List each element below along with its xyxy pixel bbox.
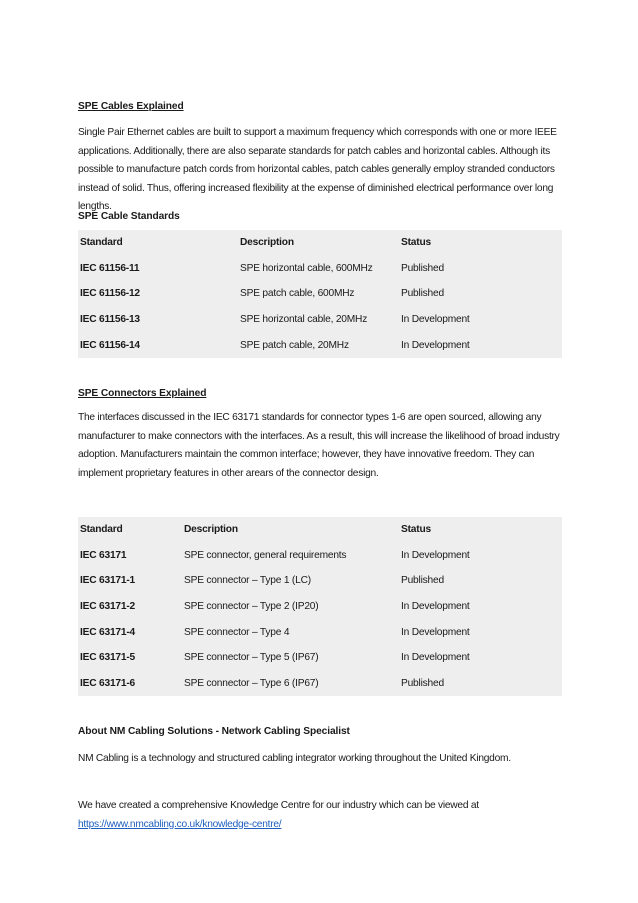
table-row <box>78 671 562 697</box>
cables-heading: SPE Cables Explained <box>78 101 184 112</box>
table-row <box>78 543 562 569</box>
row-status: In Development <box>401 314 470 326</box>
row-description: SPE connector, general requirements <box>184 549 347 561</box>
row-description: SPE patch cable, 20MHz <box>240 339 349 351</box>
cable-standards-table <box>78 230 562 358</box>
row-standard: IEC 63171-1 <box>80 575 136 587</box>
row-standard: IEC 63171-2 <box>80 601 136 613</box>
table-row <box>78 645 562 671</box>
header-standard: Standard <box>80 524 123 536</box>
row-standard: IEC 61156-11 <box>80 262 140 274</box>
row-status: In Development <box>401 626 470 638</box>
row-description: SPE connector – Type 6 (IP67) <box>184 677 319 689</box>
row-status: Published <box>401 288 444 300</box>
cables-paragraph <box>78 124 562 217</box>
knowledge-centre-link[interactable]: https://www.nmcabling.co.uk/knowledge-centre/ <box>78 818 282 830</box>
cable-standards-heading: SPE Cable Standards <box>78 211 180 222</box>
row-standard: IEC 63171-5 <box>80 652 136 664</box>
row-description: SPE connector – Type 4 <box>184 626 290 638</box>
table-row <box>78 619 562 645</box>
table-row <box>78 307 562 333</box>
row-status: Published <box>401 262 444 274</box>
row-description: SPE connector – Type 5 (IP67) <box>184 652 319 664</box>
connector-standards-table <box>78 517 562 696</box>
row-standard: IEC 61156-14 <box>80 339 140 351</box>
table-row <box>78 332 562 358</box>
table-row <box>78 568 562 594</box>
about-heading: About NM Cabling Solutions - Network Cabling Specialist <box>78 726 350 737</box>
header-standard: Standard <box>80 237 123 249</box>
about-paragraph-2-lead: We have created a comprehensive Knowledge Centre for our industry which can be viewed at <box>78 800 479 811</box>
row-description: SPE patch cable, 600MHz <box>240 288 355 300</box>
row-standard: IEC 63171 <box>80 549 127 561</box>
row-description: SPE horizontal cable, 20MHz <box>240 314 368 326</box>
row-status: In Development <box>401 652 470 664</box>
connectors-paragraph <box>78 409 562 483</box>
row-standard: IEC 61156-13 <box>80 314 140 326</box>
row-status: In Development <box>401 339 470 351</box>
table-row <box>78 594 562 620</box>
cables-paragraph-text: Single Pair Ethernet cables are built to support a maximum frequency which corresponds with one or more IEEE applications. Additionally, there are also separate standards for patch cables and horizontal cables. Although its possible to manufacture patch cords from horizontal cables, patch cables generally employ stranded conductors instead of solid. Thus, offering increased flexibility at the expense of diminished electrical performance over long lengths. <box>78 127 557 213</box>
row-standard: IEC 61156-12 <box>80 288 140 300</box>
row-standard: IEC 63171-4 <box>80 626 136 638</box>
table-header-row <box>78 230 562 256</box>
header-status: Status <box>401 237 431 249</box>
row-standard: IEC 63171-6 <box>80 677 136 689</box>
about-paragraph-1 <box>78 750 562 769</box>
about-paragraph-1-text: NM Cabling is a technology and structured cabling integrator working throughout the United Kingdom. <box>78 753 511 764</box>
table-row <box>78 281 562 307</box>
row-description: SPE connector – Type 1 (LC) <box>184 575 311 587</box>
header-status: Status <box>401 524 431 536</box>
connectors-paragraph-text: The interfaces discussed in the IEC 63171 standards for connector types 1-6 are open sourced, allowing any manufacturer to make connectors with the interfaces. As a result, this will increase the likelihood of broad industry adoption. Manufacturers maintain the common interface; however, they have innovative freedom. They can implement proprietary features in other arears of the connector design. <box>78 412 560 479</box>
connectors-heading: SPE Connectors Explained <box>78 388 207 399</box>
about-paragraph-2-text <box>78 797 562 834</box>
row-status: Published <box>401 575 444 587</box>
table-header-row <box>78 517 562 543</box>
row-description: SPE connector – Type 2 (IP20) <box>184 601 319 613</box>
row-description: SPE horizontal cable, 600MHz <box>240 262 373 274</box>
row-status: In Development <box>401 549 470 561</box>
header-description: Description <box>240 237 294 249</box>
row-status: In Development <box>401 601 470 613</box>
header-description: Description <box>184 524 238 536</box>
table-row <box>78 256 562 282</box>
row-status: Published <box>401 677 444 689</box>
about-paragraph-2 <box>78 797 562 834</box>
